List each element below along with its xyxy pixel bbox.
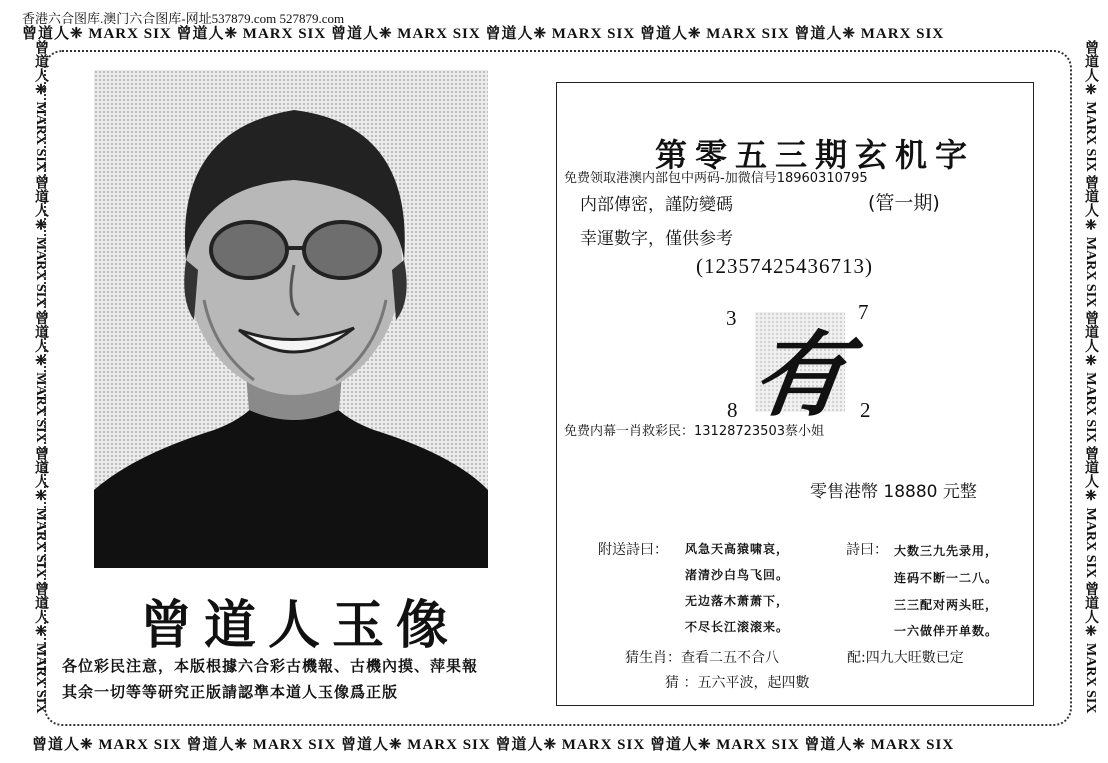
poem-2-label: 詩曰： [846,542,888,558]
lucky-note: 幸運數字，僅供参考 [580,229,733,249]
portrait-photo [94,70,488,568]
contact-line-2: 免费内幕一肖救彩民：13128723503蔡小姐 [564,424,824,439]
poem-1-line: 渚清沙白鸟飞回。 [685,568,790,582]
lucky-numbers: (12357425436713) [696,254,873,278]
guess-note: 猜 ：五六平波，起四數 [665,675,810,691]
portrait-illustration [94,70,488,568]
border-right-text: 曾道人❈ MARX SIX 曾道人❈ MARX SIX 曾道人❈ MARX SIX 曾道人❈ MARX SIX 曾道人❈ MARX SIX [1083,40,1098,714]
poem-2-line: 连码不断一二八。 [894,571,999,585]
corner-number: 8 [727,398,738,422]
border-top-text: 曾道人❈ MARX SIX 曾道人❈ MARX SIX 曾道人❈ MARX SIX 曾道人❈ MARX SIX 曾道人❈ MARX SIX 曾道人❈ MARX SIX [22,26,945,42]
notice-line-2: 其余一切等等研究正版請認準本道人玉像爲正版 [62,683,399,701]
poem-1-line: 不尽长江滚滚来。 [685,620,790,634]
price: 零售港幣 18880 元整 [810,482,977,502]
poem-2-line: 一六做伴开单数。 [894,624,999,638]
notice-line-1: 各位彩民注意，本版根據六合彩古機報、古機內摸、萍果報 [62,657,479,675]
match-note: 配:四九大旺數已定 [847,650,964,666]
poem-1-label: 附送詩曰： [598,542,668,558]
poem-1-line: 风急天高猿啸哀， [685,542,790,556]
internal-note: 内部傳密，謹防變碼 [580,195,733,215]
contact-line-1: 免费领取港澳内部包中两码-加微信号18960310795 [564,171,868,186]
period-note: (管一期) [868,192,940,214]
corner-number: 7 [858,300,869,324]
site-url: 香港六合图库.澳门六合图库-网址537879.com 527879.com [22,11,345,26]
portrait-title: 曾道人玉像 [140,595,461,656]
poem-2-line: 三三配对两头旺， [894,598,999,612]
border-left-text: 曾道人❈ MARX SIX 曾道人❈ MARX SIX 曾道人❈ MARX SIX 曾道人❈ MARX SIX 曾道人❈ MARX SIX [33,40,48,714]
issue-title: 第零五三期玄机字 [655,136,976,174]
guess-zodiac: 猜生肖：查看二五不合八 [625,650,779,666]
border-bottom-text: 曾道人❈ MARX SIX 曾道人❈ MARX SIX 曾道人❈ MARX SIX 曾道人❈ MARX SIX 曾道人❈ MARX SIX 曾道人❈ MARX SIX [32,737,955,753]
corner-number: 3 [726,306,737,330]
poem-1-line: 无边落木萧萧下， [685,594,790,608]
poem-2-line: 大数三九先录用， [894,544,999,558]
mystery-character: 有 [746,321,854,429]
corner-number: 2 [860,398,871,422]
